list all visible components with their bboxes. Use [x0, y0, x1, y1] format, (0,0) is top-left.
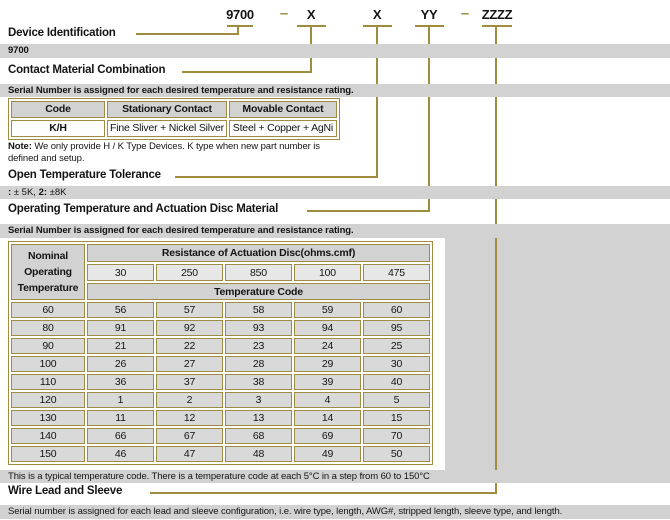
cell-code: 91 — [87, 320, 154, 336]
info-bar-tolerance — [0, 186, 670, 199]
cell-code: 30 — [363, 356, 430, 372]
cell-temperature: 140 — [11, 428, 85, 444]
table-row — [11, 446, 430, 462]
cell-code: 1 — [87, 392, 154, 408]
header-cell-nominal-temperature: Nominal Operating Temperature — [11, 244, 85, 300]
info-bar-operating-temperature: Serial Number is assigned for each desired temperature and resistance rating. — [0, 224, 670, 238]
cell-code: K/H — [11, 120, 105, 137]
info-bar-device-code: 9700 — [0, 44, 670, 58]
header-cell-resistance: Resistance of Actuation Disc(ohms.cmf) — [87, 244, 430, 262]
part-field-wire-lead: ZZZZ — [481, 7, 513, 22]
resistance-value: 475 — [363, 264, 430, 281]
part-separator-dash: – — [279, 5, 289, 22]
cell-code: 70 — [363, 428, 430, 444]
table-row — [11, 320, 430, 336]
section-title-open-tolerance: Open Temperature Tolerance — [8, 169, 161, 181]
cell-code: 38 — [225, 374, 292, 390]
section-title-operating-temperature: Operating Temperature and Actuation Disc Material — [8, 203, 279, 215]
cell-temperature: 60 — [11, 302, 85, 318]
tolerance-code-2: 2: — [38, 187, 48, 198]
cell-code: 39 — [294, 374, 361, 390]
part-field-device-code: 9700 — [226, 7, 254, 22]
table-row — [11, 338, 430, 354]
temperature-code-table — [8, 241, 433, 465]
cell-code: 57 — [156, 302, 223, 318]
leader-device-identification — [136, 33, 239, 35]
table-row — [11, 374, 430, 390]
cell-code: 46 — [87, 446, 154, 462]
cell-code: 66 — [87, 428, 154, 444]
table-header-row — [11, 101, 337, 118]
cell-code: 11 — [87, 410, 154, 426]
cell-code: 48 — [225, 446, 292, 462]
underline-zzzz — [482, 25, 512, 27]
cell-code: 58 — [225, 302, 292, 318]
cell-code: 67 — [156, 428, 223, 444]
table-row — [11, 302, 430, 318]
cell-code: 24 — [294, 338, 361, 354]
gray-panel — [445, 238, 670, 470]
part-field-tolerance: X — [372, 7, 382, 22]
cell-code: 69 — [294, 428, 361, 444]
cell-temperature: 80 — [11, 320, 85, 336]
cell-code: 29 — [294, 356, 361, 372]
part-field-contact-material: X — [306, 7, 316, 22]
resistance-value: 100 — [294, 264, 361, 281]
cell-code: 47 — [156, 446, 223, 462]
cell-code: 36 — [87, 374, 154, 390]
table-row — [11, 356, 430, 372]
leader-contact-material — [182, 71, 312, 73]
cell-code: 15 — [363, 410, 430, 426]
section-title-wire-lead: Wire Lead and Sleeve — [8, 485, 123, 497]
cell-code: 27 — [156, 356, 223, 372]
leader-operating-temperature — [307, 210, 430, 212]
cell-temperature: 120 — [11, 392, 85, 408]
part-separator-dash: – — [460, 5, 470, 22]
cell-code: 93 — [225, 320, 292, 336]
tolerance-value-2: ±8K — [47, 187, 67, 198]
note-label: Note: — [8, 141, 32, 152]
header-cell-code: Code — [11, 101, 105, 118]
cell-code: 60 — [363, 302, 430, 318]
cell-temperature: 110 — [11, 374, 85, 390]
table-row — [11, 428, 430, 444]
info-bar-footnote: This is a typical temperature code. There is a temperature code at each 5°C in a step from 60 to 150°C — [0, 470, 670, 483]
info-bar-wire-lead: Serial number is assigned for each lead and sleeve configuration, i.e. wire type, length, AWG#, stripped length, sleeve type, and length. — [0, 505, 670, 519]
part-field-temperature: YY — [420, 7, 438, 22]
cell-code: 59 — [294, 302, 361, 318]
cell-code: 2 — [156, 392, 223, 408]
tolerance-value-1: ± 5K, — [11, 187, 39, 198]
note-text — [8, 141, 348, 164]
cell-code: 68 — [225, 428, 292, 444]
cell-code: 3 — [225, 392, 292, 408]
header-cell-movable: Movable Contact — [229, 101, 337, 118]
cell-stationary: Fine Sliver + Nickel Silver — [107, 120, 227, 137]
tolerance-code-1: : — [8, 187, 12, 198]
leader-open-tolerance — [175, 176, 378, 178]
cell-code: 25 — [363, 338, 430, 354]
cell-code: 95 — [363, 320, 430, 336]
cell-code: 12 — [156, 410, 223, 426]
cell-code: 5 — [363, 392, 430, 408]
cell-code: 14 — [294, 410, 361, 426]
contact-material-table — [8, 98, 340, 140]
cell-movable: Steel + Copper + AgNi — [229, 120, 337, 137]
cell-code: 26 — [87, 356, 154, 372]
table-row — [11, 392, 430, 408]
resistance-value: 850 — [225, 264, 292, 281]
header-cell-temperature-code: Temperature Code — [87, 283, 430, 300]
table-row — [11, 410, 430, 426]
header-cell-stationary: Stationary Contact — [107, 101, 227, 118]
cell-code: 94 — [294, 320, 361, 336]
cell-code: 49 — [294, 446, 361, 462]
cell-code: 21 — [87, 338, 154, 354]
cell-code: 4 — [294, 392, 361, 408]
cell-code: 23 — [225, 338, 292, 354]
resistance-value: 250 — [156, 264, 223, 281]
underline-device-code — [227, 25, 253, 27]
cell-code: 37 — [156, 374, 223, 390]
cell-code: 22 — [156, 338, 223, 354]
resistance-value: 30 — [87, 264, 154, 281]
cell-code: 56 — [87, 302, 154, 318]
table-row — [11, 120, 337, 137]
table-header-row — [11, 244, 430, 262]
cell-code: 50 — [363, 446, 430, 462]
cell-code: 13 — [225, 410, 292, 426]
cell-code: 40 — [363, 374, 430, 390]
info-bar-contact-material: Serial Number is assigned for each desired temperature and resistance rating. — [0, 84, 670, 97]
cell-code: 92 — [156, 320, 223, 336]
cell-code: 28 — [225, 356, 292, 372]
cell-temperature: 130 — [11, 410, 85, 426]
section-title-device-identification: Device Identification — [8, 27, 116, 39]
section-title-contact-material: Contact Material Combination — [8, 64, 166, 76]
note-body: We only provide H / K Type Devices. K type when new part number is defined and setup. — [8, 141, 320, 164]
leader-wire-lead — [150, 492, 497, 494]
cell-temperature: 100 — [11, 356, 85, 372]
cell-temperature: 150 — [11, 446, 85, 462]
cell-temperature: 90 — [11, 338, 85, 354]
